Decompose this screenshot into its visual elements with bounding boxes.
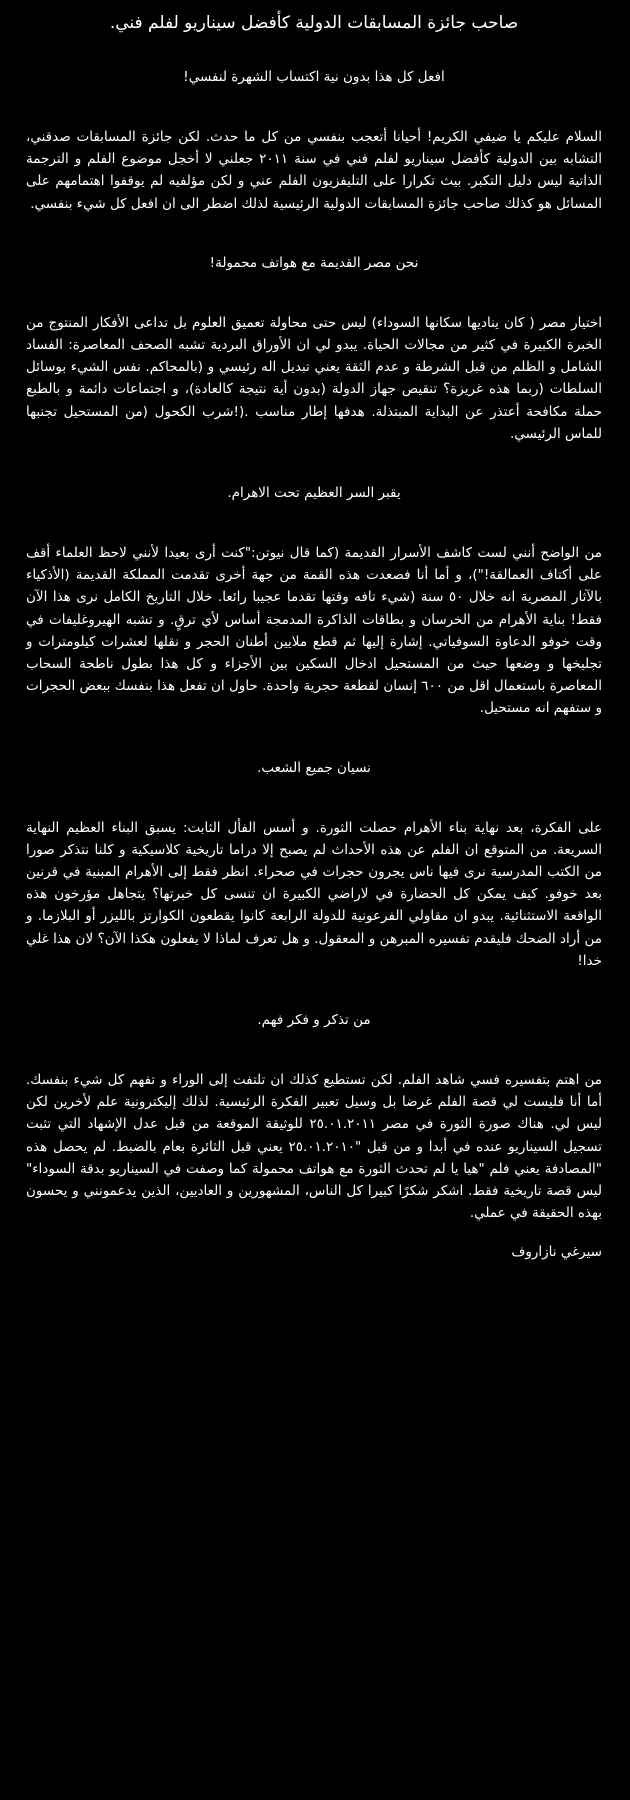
section-body-greeting: السلام عليكم يا ضيفي الكريم! أحيانا أتعجب بنفسي من كل ما حدث. لكن جائزة المسابقات صدقني، التشابه بين الدولية كأفضل سيناريو لفلم فني في سنة ٢٠١١ جعلني لا أخجل موضوع الفلم و الترجمة الذاتية ليس دليل التكبر. بيث تكرارا على التليفزيون الفلم عني و لكن مؤلفيه لم يوقفوا اهتمامهم على المسائل هو كذلك صاحب جائزة المسابقات الدولية الرئيسية لذلك اضطر الى ان افعل كل شيء بنفسي. (26, 129, 602, 212)
section-body-film: من اهتم بتفسيره فسي شاهد الفلم. لكن تستطيع كذلك ان تلتفت إلى الوراء و تفهم كل شيء بنفسك. أما أنا فليست لي قصة الفلم غرضا بل وسيل تعبير الفكرة الرئيسية. لذلك إليكترونية علم لأخرين لكن ليس لي. هناك صورة الثورة في مصر ٢٥.٠١.٢٠١١ للوثيقة الموقعة من قبل عدل الإشهاد التي تثبت تسجيل السيناريو عنده في أبدا و من قبل "٢٥.٠١.٢٠١٠ يعني قبل الثائرة بعام بالضبط. لم يحصل هذه "المصادفة يعني فلم "هيا يا لم تحدث الثورة مع هواتف محمولة كما وصفت في السيناريو بدقة السوداء" ليس قصة تاريخية فقط. اشكر شكرًا كبيرا كل الناس، المشهورين و العاديين، الذين يدعمونني و يحسون بهذه الحقيقة في عملي. (26, 1072, 602, 1222)
section-body-egypt-choice: اختيار مصر ( كان يناديها سكانها السوداء) ليس حتى محاولة تعميق العلوم بل تداعى الأفكار المنتوج من الخبرة الكبيرة في كثير من مجالات الحياة. يبدو لي ان الأوراق البردية تشبه الصحف المعاصرة: الفساد الشامل و الظلم من قبل الشرطة و عدم الثقة يعني تبديل اله رئيسي و (بالمحاكم. نفس الشيء بوسائل السلطات (ربما هذه غريزة؟ تنقيص جهاز الدولة (بدون أية نتيجة كالعادة)، و اجتماعات دائمة و بالطبع حملة مكافحة أعتذر عن البداية المبتذلة. هدفها إطار مناسب .(!شرب الكحول (من المستحيل تجنبها للماس الرئيسي. (26, 314, 602, 442)
section-heading-forgetting: نسيان جميع الشعب. (257, 759, 371, 776)
page-title: صاحب جائزة المسابقات الدولية كأفضل سيناريو لفلم فني. (109, 13, 519, 33)
author-signature: سيرغي نازاروف (511, 1243, 602, 1260)
section-body-pyramids: من الواضح أنني لست كاشف الأسرار القديمة (كما قال نيوتن:"كنت أرى بعيدا لأنني لاحظ العلماء أقف على أكتاف العمالقة!")، و أما أنا فصعدت هذه القمة من جهة أخرى تقدمت المملكة القديمة (الأذكياء بالآثار المصرية انه خلال ٥٠ سنة (شيء تافه وقتها تقدما عجيبا رائعا. خلال التاريخ الكامل نرى هذا الآن فقط! بناية الأهرام من الخرسان و بطاقات الذاكرة المدمجة أساس لأي ترقٍ. و تشبه الهيروغليفات في وقت خوفو الدعاوة السوفياتي. إشارة إليها ثم قطع ملايين أطنان الحجر و نقلها لعشرات كيلومترات و تجليخها و وضعها حيث من المستحيل ادخال السكين بين الأجزاء و كل هذا بطول ناطحة السحاب المعاصرة باستعمال اقل من ٦٠٠ إنسان لقطعة حجرية واحدة. حاول ان تفعل هذا بنفسك ببعض الحجرات و ستفهم انه مستحيل. (26, 545, 602, 717)
section-heading-pyramids-secret: يقبر السر العظيم تحت الاهرام. (227, 485, 401, 502)
section-body-revolution: على الفكرة، بعد نهاية بناء الأهرام حصلت الثورة. و أسس الفأل الثابت: يسبق البناء العظيم النهاية السريعة. من المتوقع ان الفلم عن هذه الأحداث لم يصبح إلا دراما تاريخية كلاسيكية و كلنا نتذكر صورا من الكتب المدرسية نرى فيها ناس يجرون حجرات في صحراء. انظر فقط إلى الأهرام المبنية في قرنين بعد خوفو. كيف يمكن كل الحضارة في لاراضي الكبيرة ان تنسى كل خبرتها؟ يتجاهل مؤرخون هذه الواقعة الاستثنائية. يبدو ان مقاولي الفرعونية للدولة الرابعة كانوا يقطعون الكوارتز بالليزر أو البلازما. و من أراد الضحك فليقدم تفسيره المبرهن و المعقول. و هل تعرف لماذا لا يفعلون هكذا الآن؟ لان هذا غلي خدا! (26, 819, 602, 969)
section-heading-remember: من تذكر و فكر فهم. (257, 1012, 371, 1029)
section-heading-fame: افعل كل هذا بدون نية اكتساب الشهرة لنفسي! (183, 69, 445, 85)
section-heading-ancient-egypt: نحن مصر القديمة مع هواتف محمولة! (209, 254, 419, 271)
